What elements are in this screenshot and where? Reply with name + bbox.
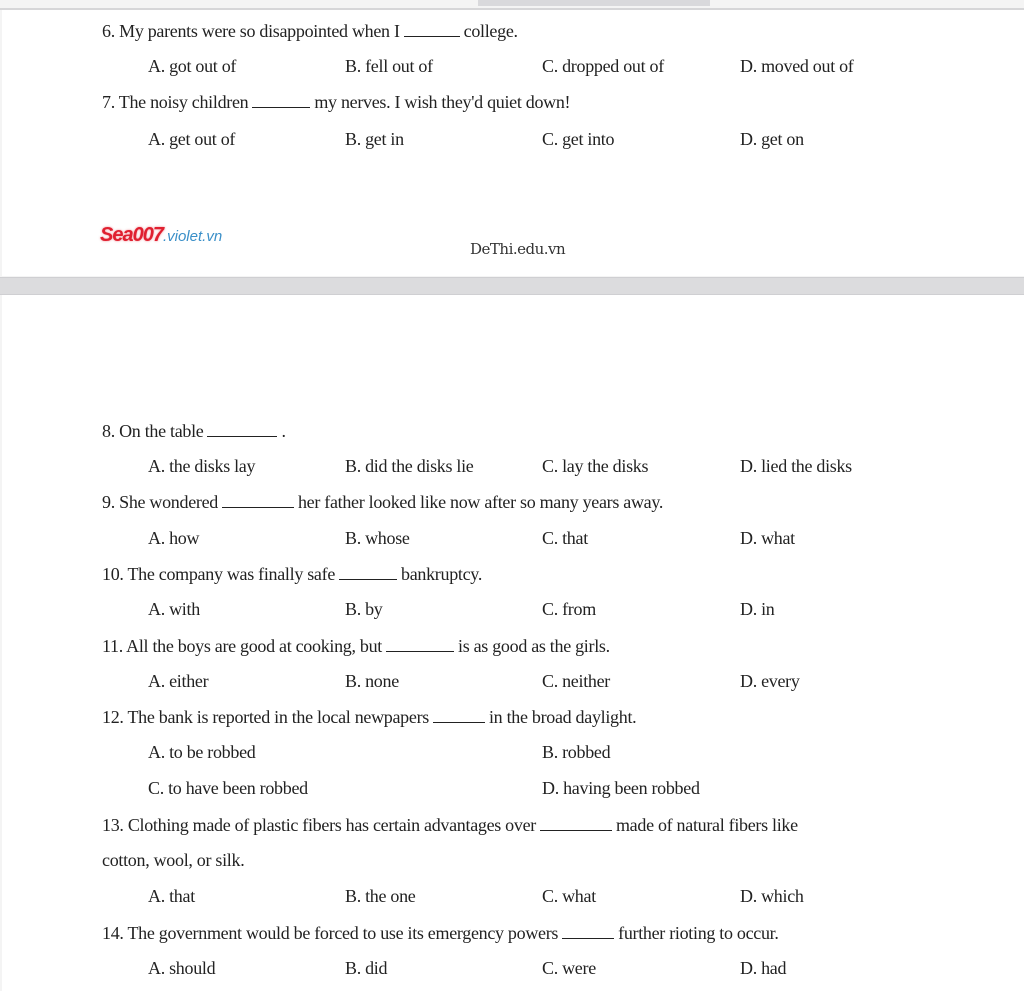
logo-blue-text: .violet.vn: [162, 228, 223, 245]
option-d: D. lied the disks: [740, 456, 852, 476]
option-c: C. were: [542, 958, 596, 978]
option-a: A. should: [148, 958, 216, 978]
question-number: 6.: [102, 21, 115, 41]
top-scrollbar[interactable]: [0, 0, 1024, 10]
answer-blank: [252, 93, 310, 108]
option-c: C. lay the disks: [542, 456, 649, 476]
option-b: B. none: [345, 671, 399, 691]
question-text: The company was finally safe: [127, 564, 336, 584]
option-d: D. which: [740, 886, 804, 906]
option-a: A. got out of: [148, 56, 237, 76]
answer-blank: [562, 924, 614, 939]
option-a: A. how: [148, 528, 200, 548]
question-number: 10.: [102, 564, 124, 584]
violet-logo: [100, 224, 222, 247]
question-10: [102, 564, 482, 585]
option-a: A. get out of: [148, 129, 236, 149]
question-text-after: .: [281, 421, 286, 441]
question-text-after: bankruptcy.: [401, 564, 483, 584]
question-text: Clothing made of plastic fibers has certain advantages over: [127, 815, 536, 835]
option-c: C. dropped out of: [542, 56, 664, 76]
answer-blank: [433, 708, 485, 723]
option-b: B. robbed: [542, 742, 611, 762]
option-b: B. did the disks lie: [345, 456, 474, 476]
question-text-after: in the broad daylight.: [488, 707, 637, 727]
option-d: D. every: [740, 671, 800, 691]
question-text-after: my nerves. I wish they'd quiet down!: [314, 92, 571, 112]
question-8: [102, 421, 286, 442]
option-b: B. by: [345, 599, 383, 619]
scrollbar-thumb[interactable]: [478, 0, 710, 6]
question-13-continuation: cotton, wool, or silk.: [102, 850, 245, 870]
question-number: 11.: [102, 636, 123, 656]
option-d: D. having been robbed: [542, 778, 700, 798]
question-6: [102, 21, 518, 42]
option-b: B. fell out of: [345, 56, 433, 76]
logo-red-text: Sea007: [100, 224, 163, 246]
option-c: C. what: [542, 886, 596, 906]
page-separator: [0, 277, 1024, 295]
option-d: D. get on: [740, 129, 804, 149]
question-9: [102, 492, 663, 513]
watermark-dethi: DeThi.edu.vn: [470, 240, 566, 258]
option-b: B. the one: [345, 886, 416, 906]
question-7: [102, 92, 570, 113]
option-a: A. the disks lay: [148, 456, 256, 476]
question-number: 9.: [102, 492, 115, 512]
answer-blank: [339, 565, 397, 580]
question-text: The bank is reported in the local newpapers: [127, 707, 429, 727]
question-number: 14.: [102, 923, 124, 943]
option-c: C. to have been robbed: [148, 778, 308, 798]
option-c: C. from: [542, 599, 596, 619]
option-a: A. with: [148, 599, 200, 619]
question-11: [102, 636, 610, 657]
question-number: 12.: [102, 707, 124, 727]
option-a: A. to be robbed: [148, 742, 256, 762]
question-12: [102, 707, 636, 728]
answer-blank: [404, 22, 460, 37]
question-number: 7.: [102, 92, 115, 112]
option-a: A. that: [148, 886, 195, 906]
question-text: On the table: [119, 421, 204, 441]
question-number: 8.: [102, 421, 115, 441]
question-number: 13.: [102, 815, 124, 835]
question-text: The noisy children: [118, 92, 249, 112]
question-text-after: her father looked like now after so many years away.: [297, 492, 664, 512]
question-text: She wondered: [119, 492, 218, 512]
option-c: C. neither: [542, 671, 610, 691]
option-b: B. whose: [345, 528, 410, 548]
answer-blank: [386, 637, 454, 652]
question-text-after: made of natural fibers like: [615, 815, 798, 835]
answer-blank: [540, 816, 612, 831]
option-d: D. had: [740, 958, 787, 978]
option-c: C. get into: [542, 129, 615, 149]
answer-blank: [207, 422, 277, 437]
option-b: B. get in: [345, 129, 404, 149]
option-d: D. moved out of: [740, 56, 854, 76]
question-text: The government would be forced to use its emergency powers: [127, 923, 559, 943]
question-14: [102, 923, 779, 944]
answer-blank: [222, 493, 294, 508]
question-text-after: further rioting to occur.: [618, 923, 779, 943]
option-d: D. what: [740, 528, 795, 548]
question-text: My parents were so disappointed when I: [119, 21, 400, 41]
option-c: C. that: [542, 528, 588, 548]
question-text-after: is as good as the girls.: [458, 636, 610, 656]
option-b: B. did: [345, 958, 388, 978]
question-text-after: college.: [463, 21, 518, 41]
option-d: D. in: [740, 599, 775, 619]
option-a: A. either: [148, 671, 209, 691]
question-13: [102, 815, 798, 836]
question-text: All the boys are good at cooking, but: [126, 636, 383, 656]
